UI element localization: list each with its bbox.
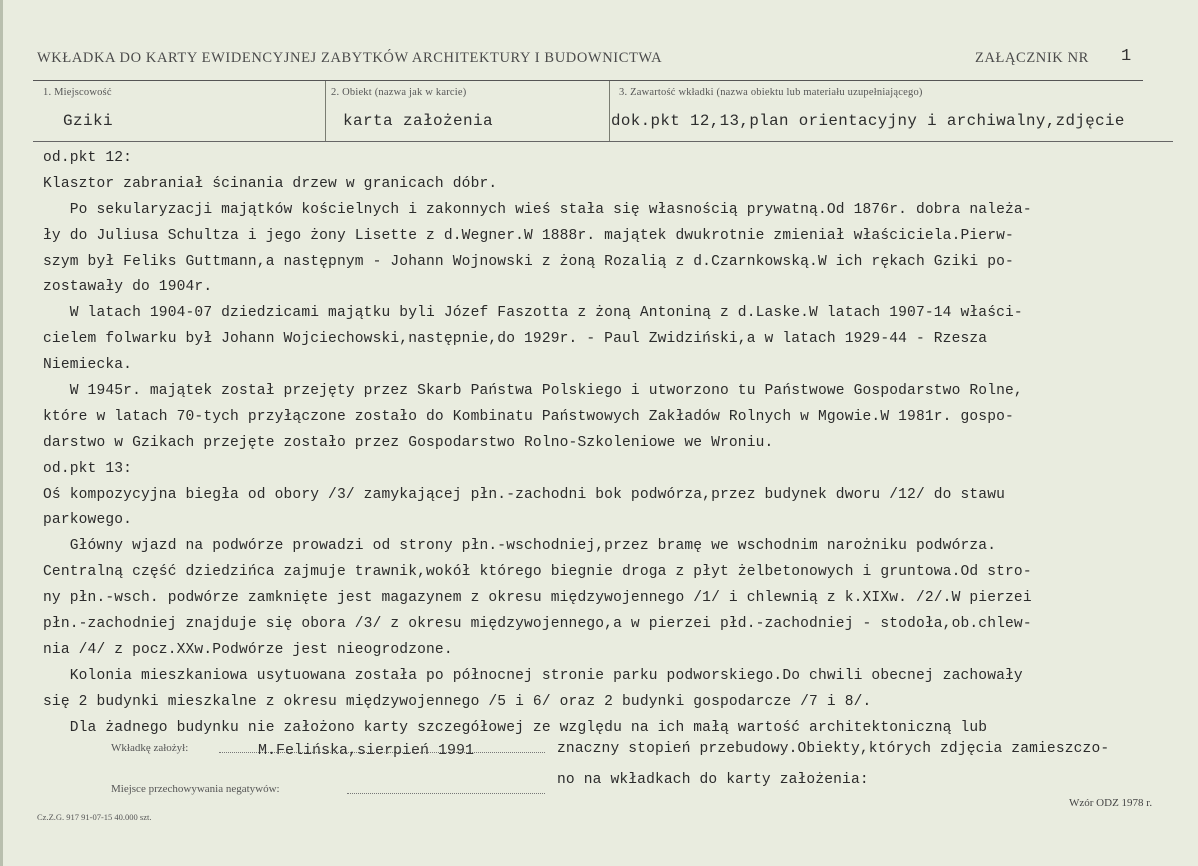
annex-number: 1 <box>1121 47 1132 66</box>
text-line: cielem folwarku był Johann Wojciechowski,następnie,do 1929r. - Paul Zwidziński,a w latach 1929-44 - Rzesza <box>43 331 988 348</box>
continuation-line: znaczny stopień przebudowy.Obiekty,których zdjęcia zamieszczo- <box>557 741 1110 757</box>
print-code: Cz.Z.G. 917 91-07-15 40.000 szt. <box>37 812 152 822</box>
text-line: Po sekularyzacji majątków kościelnych i zakonnych wieś stała się własnością prywatną.Od 1876r. dobra należa- <box>43 201 1032 218</box>
negatives-dotted-line <box>347 793 545 794</box>
field-divider <box>325 81 326 141</box>
typed-description <box>43 146 1193 741</box>
text-line: Oś kompozycyjna biegła od obory /3/ zamykającej płn.-zachodni bok podwórza,przez budynek dworu /12/ do stawu <box>43 486 1006 503</box>
text-line: Kolonia mieszkaniowa usytuowana została po północnej stronie parku podworskiego.Do chwili obecnej zachowały <box>43 667 1023 684</box>
form-title: WKŁADKA DO KARTY EWIDENCYJNEJ ZABYTKÓW ARCHITEKTURY I BUDOWNICTWA <box>37 50 663 66</box>
content-value: dok.pkt 12,13,plan orientacyjny i archiwalny,zdjęcie <box>611 112 1125 130</box>
text-line: Klasztor zabraniał ścinania drzew w granicach dóbr. <box>43 175 498 192</box>
text-line: szym był Feliks Guttmann,a następnym - Johann Wojnowski z żoną Rozalią z d.Czarnkowską.W ich rękach Gziki po- <box>43 253 1014 270</box>
object-label: 2. Obiekt (nazwa jak w karcie) <box>331 87 467 98</box>
form-model: Wzór ODZ 1978 r. <box>1069 797 1153 809</box>
text-line: parkowego. <box>43 512 133 529</box>
text-line: się 2 budynki mieszkalne z okresu międzywojennego /5 i 6/ oraz 2 budynki gospodarcze /7 i 8/. <box>43 693 872 710</box>
text-line: które w latach 70-tych przyłączone zostało do Kombinatu Państwowych Zakładów Rolnych w Mgowie.W 1981r. gospo- <box>43 408 1014 425</box>
place-value: Gziki <box>63 112 114 130</box>
header-rule <box>33 80 1143 81</box>
continuation-line: no na wkładkach do karty założenia: <box>557 772 869 788</box>
text-line: płn.-zachodniej znajduje się obora /3/ z okresu międzywojennego,a w pierzei płd.-zachodniej - stodoła,ob.chlew- <box>43 616 1032 633</box>
text-line: nia /4/ z pocz.XXw.Podwórze jest nieogrodzone. <box>43 641 453 658</box>
text-line: od.pkt 13: <box>43 460 133 477</box>
object-value: karta założenia <box>343 112 494 130</box>
fields-bottom-rule <box>33 141 1173 142</box>
content-label: 3. Zawartość wkładki (nazwa obiektu lub materiału uzupełniającego) <box>619 87 923 98</box>
text-line: zostawały do 1904r. <box>43 279 213 296</box>
text-line: W latach 1904-07 dziedzicami majątku byli Józef Faszotta z żoną Antoniną z d.Laske.W latach 1907-14 właści- <box>43 305 1023 322</box>
text-line: od.pkt 12: <box>43 150 133 166</box>
negatives-label: Miejsce przechowywania negatywów: <box>111 783 280 795</box>
text-line: ły do Juliusa Schultza i jego żony Lisette z d.Wegner.W 1888r. majątek dwukrotnie zmieniał właściciela.Pierw- <box>43 227 1014 244</box>
text-line: Główny wjazd na podwórze prowadzi od strony płn.-wschodniej,przez bramę we wschodnim narożniku podwórza. <box>43 538 997 555</box>
field-divider <box>609 81 610 141</box>
place-label: 1. Miejscowość <box>43 87 112 98</box>
annex-label: ZAŁĄCZNIK NR <box>975 50 1089 66</box>
text-line: Niemiecka. <box>43 357 133 374</box>
author-label: Wkładkę założył: <box>111 742 189 754</box>
text-line: ny płn.-wsch. podwórze zamknięte jest magazynem z okresu międzywojennego /1/ i chlewnią z k.XIXw. /2/.W pierzei <box>43 590 1032 607</box>
text-line: darstwo w Gzikach przejęte zostało przez Gospodarstwo Rolno-Szkoleniowe we Wroniu. <box>43 434 774 451</box>
author-value: M.Felińska,sierpień 1991 <box>258 742 475 759</box>
text-line: Centralną część dziedzińca zajmuje trawnik,wokół którego biegnie droga z płyt żelbetonowych i gruntowa.Od stro- <box>43 564 1032 581</box>
text-line: Dla żadnego budynku nie założono karty szczegółowej ze względu na ich małą wartość architektoniczną lub <box>43 719 988 736</box>
text-line: W 1945r. majątek został przejęty przez Skarb Państwa Polskiego i utworzono tu Państwowe Gospodarstwo Rolne, <box>43 383 1023 400</box>
